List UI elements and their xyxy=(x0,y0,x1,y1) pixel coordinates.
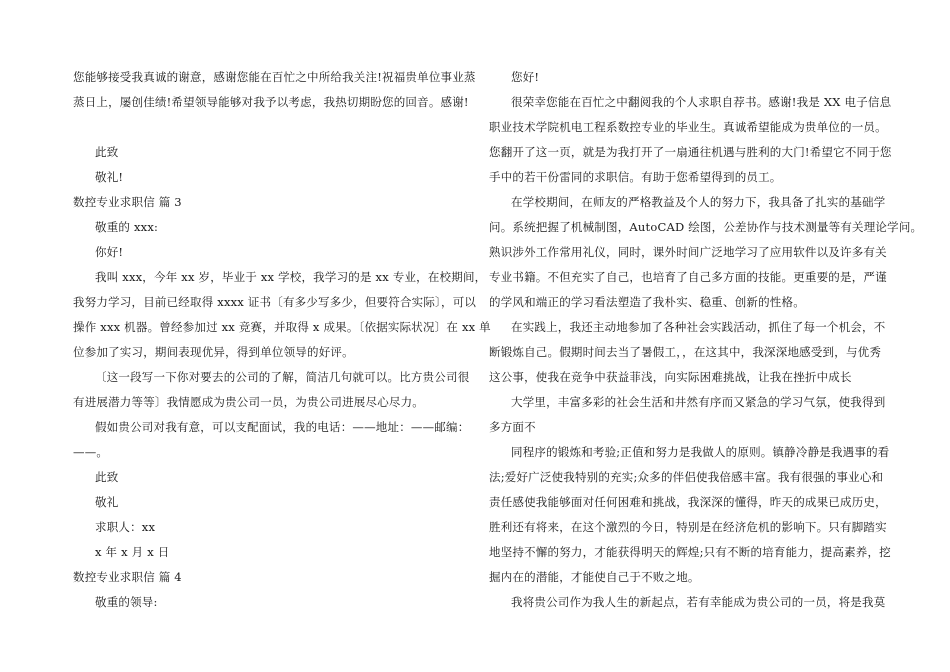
text-line: 同程序的锻炼和考验;正值和努力是我做人的原则。镇静冷静是我遇事的看 xyxy=(511,445,890,459)
text-line: 我叫 xxx，今年 xx 岁，毕业于 xx 学校，我学习的是 xx 专业，在校期间， xyxy=(95,270,487,284)
text-line: 〔这一段写一下你对要去的公司的了解，简洁几句就可以。比方贵公司很 xyxy=(95,370,470,384)
text-line: 此致 xyxy=(95,145,119,159)
text-line: ——。 xyxy=(73,445,109,459)
text-line: 法;爱好广泛使我特别的充实;众多的伴侣使我倍感丰富。我有很强的事业心和 xyxy=(489,470,884,484)
section-heading: 数控专业求职信 篇 3 xyxy=(73,195,182,209)
text-line: 在学校期间，在师友的严格教益及个人的努力下，我具备了扎实的基础学 xyxy=(511,195,886,209)
text-line: 有进展潜力等等〕我情愿成为贵公司一员，为贵公司进展尽心尽力。 xyxy=(73,395,424,409)
text-line: 掘内在的潜能，才能使自己于不败之地。 xyxy=(489,570,700,584)
text-line: 此致 xyxy=(95,470,119,484)
text-line: 断锻炼自己。假期时间去当了暑假工，，在这其中，我深深地感受到，与优秀 xyxy=(489,345,882,359)
text-line: 很荣幸您能在百忙之中翻阅我的个人求职自荐书。感谢!我是 XX 电子信息 xyxy=(511,95,892,109)
text-line: 大学里，丰富多彩的社会生活和井然有序而又紧急的学习气氛，使我得到 xyxy=(511,395,886,409)
text-line: 专业书籍。不但充实了自己，也培育了自己多方面的技能。更重要的是，严谨 xyxy=(489,270,887,284)
text-line: 您能够接受我真诚的谢意，感谢您能在百忙之中所给我关注!祝福贵单位事业蒸 xyxy=(73,70,476,84)
text-line: 位参加了实习，期间表现优异，得到单位领导的好评。 xyxy=(73,345,354,359)
text-line: 多方面不 xyxy=(489,420,536,434)
text-line: 操作 xxx 机器。曾经参加过 xx 竞赛，并取得 x 成果。〔依据实际状况〕在 xx 单 xyxy=(73,320,491,334)
text-line: 熟识涉外工作常用礼仪，同时，课外时间广泛地学习了应用软件以及许多有关 xyxy=(489,245,887,259)
text-line: 敬重的领导: xyxy=(95,595,158,609)
text-line: 问。系统把握了机械制图，AutoCAD 绘图，公差协作与技术测量等有关理论学问。 xyxy=(489,220,923,234)
text-line: 您翻开了这一页，就是为我打开了一扇通往机遇与胜利的大门!希望它不同于您 xyxy=(489,145,892,159)
text-line: 蒸日上，屡创佳绩!希望领导能够对我予以考虑，我热切期盼您的回音。感谢! xyxy=(73,95,469,109)
text-line: 胜利还有将来，在这个激烈的今日，特别是在经济危机的影响下。只有脚踏实 xyxy=(489,520,887,534)
text-line: 手中的若干份雷同的求职信。有助于您希望得到的员工。 xyxy=(489,170,782,184)
text-line: 地坚持不懈的努力，才能获得明天的辉煌;只有不断的培育能力，提高素养，挖 xyxy=(489,545,891,559)
text-line: 在实践上，我还主动地参加了各种社会实践活动，抓住了每一个机会，不 xyxy=(511,320,886,334)
section-heading: 数控专业求职信 篇 4 xyxy=(73,570,182,584)
text-line: 你好! xyxy=(95,245,124,259)
text-line: 责任感使我能够面对任何困难和挑战，我深深的懂得，昨天的成果已成历史， xyxy=(489,495,887,509)
text-line: 敬重的 xxx: xyxy=(95,220,159,234)
text-line: 的学风和端正的学习看法塑造了我朴实、稳重、创新的性格。 xyxy=(489,295,805,309)
text-line: 这公事，使我在竞争中获益菲浅，向实际困难挑战，让我在挫折中成长 xyxy=(489,370,852,384)
text-line: 职业技术学院机电工程系数控专业的毕业生。真诚希望能成为贵单位的一员。 xyxy=(489,120,887,134)
text-line: x 年 x 月 x 日 xyxy=(95,545,170,559)
text-line: 敬礼! xyxy=(95,170,124,184)
text-line: 敬礼 xyxy=(95,495,119,509)
text-line: 求职人：xx xyxy=(95,520,156,534)
text-line: 我努力学习，目前已经取得 xxxx 证书〔有多少写多少，但要符合实际〕，可以 xyxy=(73,295,477,309)
text-line: 您好! xyxy=(511,70,540,84)
text-line: 我将贵公司作为我人生的新起点，若有幸能成为贵公司的一员，将是我莫 xyxy=(511,595,886,609)
text-line: 假如贵公司对我有意，可以支配面试，我的电话：——地址：——邮编： xyxy=(95,420,470,434)
